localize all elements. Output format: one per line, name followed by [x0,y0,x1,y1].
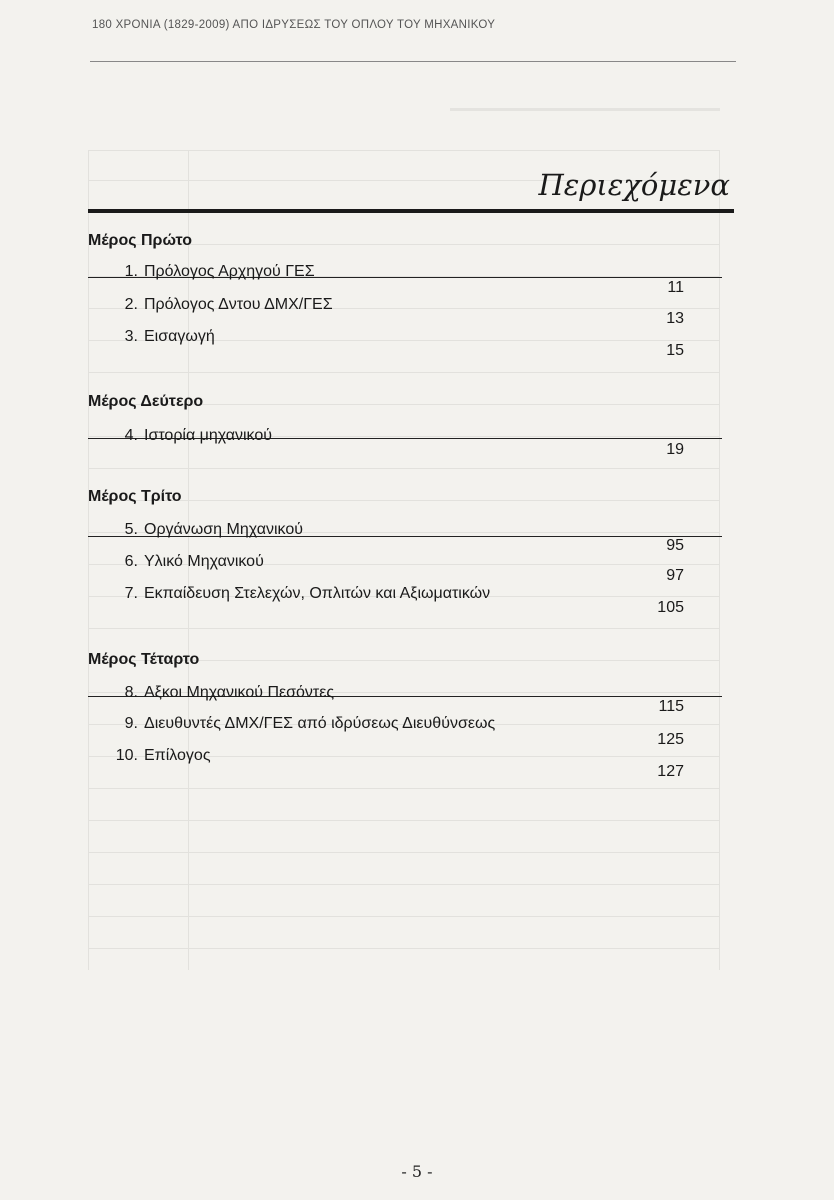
toc-entry[interactable] [88,263,688,296]
toc-entry[interactable] [88,521,688,554]
toc-entry[interactable] [88,296,688,327]
entry-title: Εκπαίδευση Στελεχών, Οπλιτών και Αξιωματικών [144,585,491,602]
toc-entry[interactable] [88,715,688,748]
entry-title: Πρόλογος Δντου ΔΜΧ/ΓΕΣ [144,296,333,313]
entry-number: 1. [124,263,138,280]
entry-page: 13 [666,310,684,327]
bleed-through-title [450,82,720,111]
part-title: Μέρος Δεύτερο [88,393,204,410]
toc-entry[interactable] [88,585,688,616]
entry-title: Υλικό Μηχανικού [144,553,264,570]
toc-entry[interactable] [88,427,688,458]
entry-page: 105 [657,599,684,616]
toc-entry[interactable] [88,684,688,715]
entry-page: 115 [658,698,684,715]
entry-page: 127 [657,763,684,780]
entry-number: 10. [115,747,138,764]
entry-title: Οργάνωση Μηχανικού [144,521,303,538]
entry-page: 11 [667,279,684,296]
entry-page: 19 [666,441,684,458]
entry-title: Ιστορία μηχανικού [144,427,273,444]
entry-number: 8. [124,684,138,701]
entry-title: Εισαγωγή [144,328,215,345]
entry-number: 4. [124,427,138,444]
entry-page: 97 [666,567,684,584]
header-rule [90,61,736,62]
toc-entry[interactable] [88,747,688,780]
entry-number: 3. [124,328,138,345]
part-title: Μέρος Τέταρτο [88,651,200,668]
entry-title: Πρόλογος Αρχηγού ΓΕΣ [144,263,315,280]
toc-entry[interactable] [88,328,688,359]
title-rule [88,209,734,213]
part-title: Μέρος Πρώτο [88,232,192,249]
entry-number: 9. [124,715,138,732]
entry-title: Αξκοι Μηχανικού Πεσόντες [144,684,335,701]
page-title: Περιεχόμενα [538,168,730,202]
entry-page: 125 [657,731,684,748]
running-header: 180 ΧΡΟΝΙΑ (1829-2009) ΑΠΟ ΙΔΡΥΣΕΩΣ ΤΟΥ ΟΠΛΟΥ ΤΟΥ ΜΗΧΑΝΙΚΟΥ [92,19,496,31]
toc-entry[interactable] [88,553,688,584]
page-number: - 5 - [401,1162,433,1181]
entry-page: 15 [666,342,684,359]
entry-number: 7. [124,585,138,602]
entry-number: 5. [124,521,138,538]
entry-number: 2. [124,296,138,313]
entry-title: Επίλογος [144,747,211,764]
entry-title: Διευθυντές ΔΜΧ/ΓΕΣ από ιδρύσεως Διευθύνσεως [144,715,496,732]
entry-page: 95 [666,537,684,554]
part-title: Μέρος Τρίτο [88,488,182,505]
entry-number: 6. [124,553,138,570]
